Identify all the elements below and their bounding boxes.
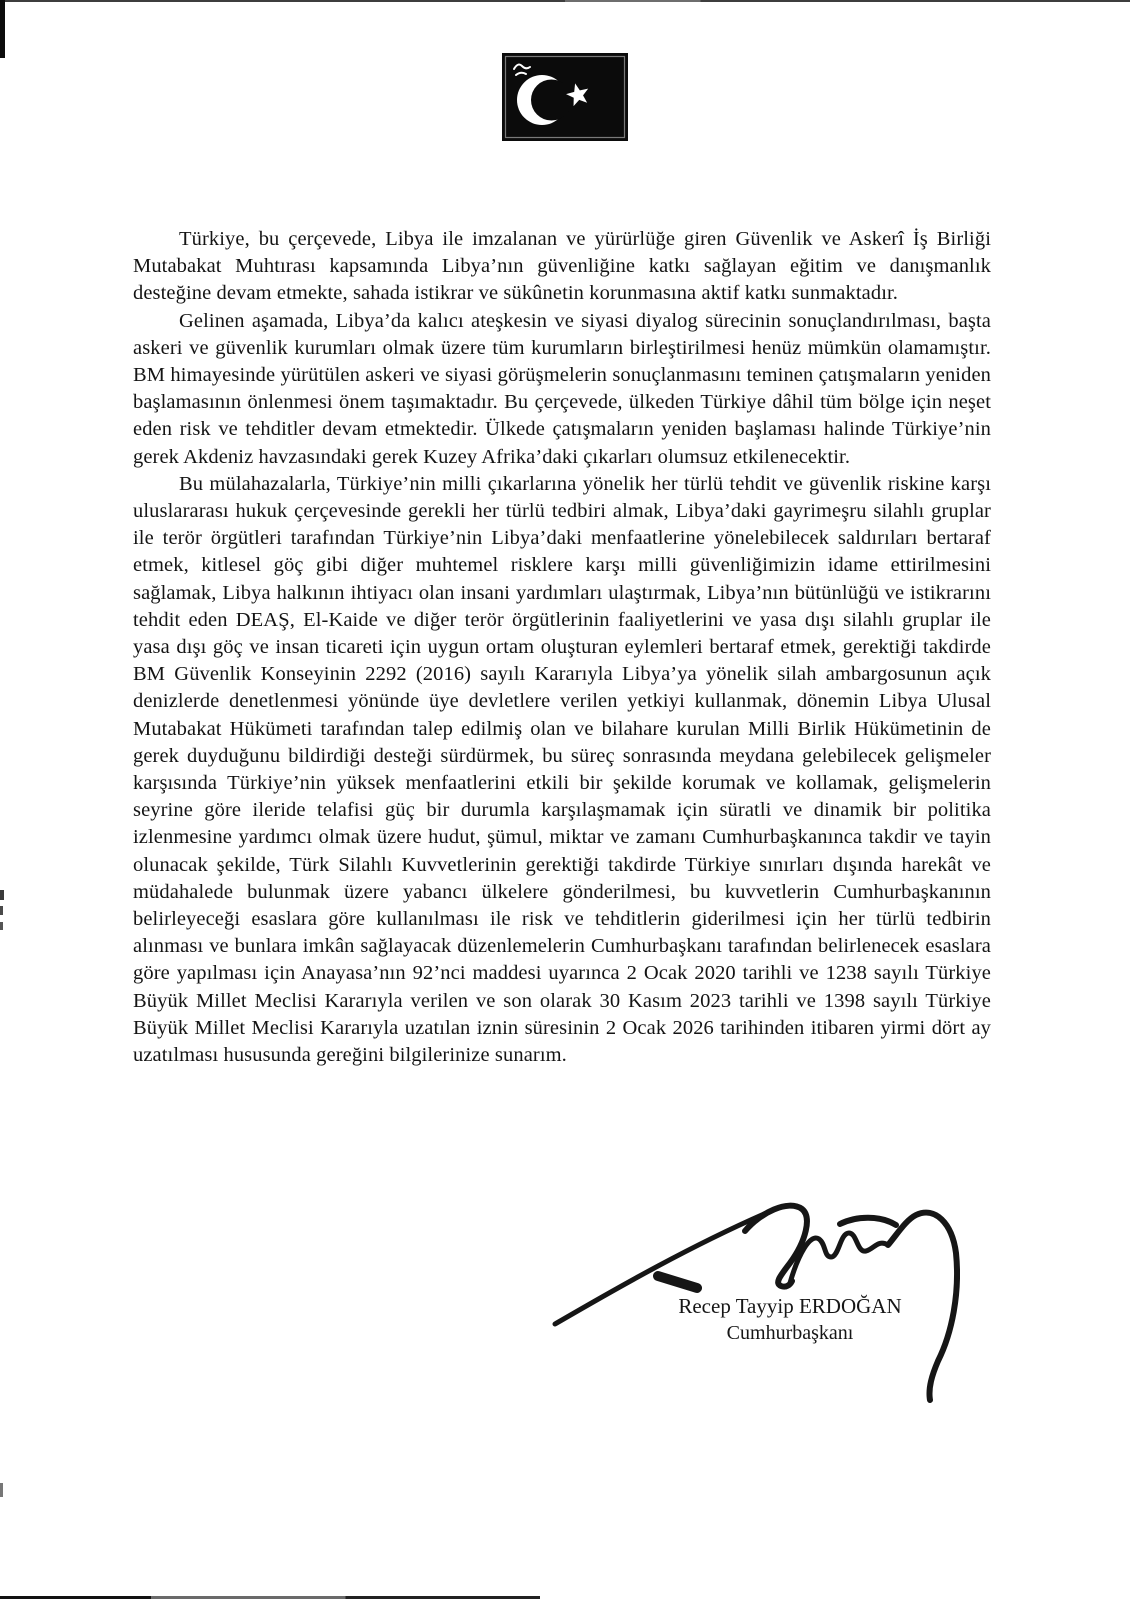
scan-top-edge-artifact (0, 0, 1130, 2)
scan-bottom-edge-artifact (0, 1596, 540, 1599)
signer-title: Cumhurbaşkanı (726, 1322, 854, 1344)
signer-block (595, 1293, 985, 1347)
binding-mark (0, 922, 3, 930)
paragraph-3: Bu mülahazalarla, Türkiye’nin milli çıkarlarına yönelik her türlü tehdit ve güvenlik riskine karşı uluslararası hukuk çerçevesinde gerekli her türlü tedbiri almak, Libya’daki gayrimeşru silahlı gruplar ile terör örgütleri tarafından Türkiye’nin Libya’daki menfaatlerine yönelebilecek saldırıları bertaraf etmek, kitlesel göç gibi diğer muhtemel risklere karşı milli güvenliğimizin idame ettirilmesini sağlamak, Libya halkının ihtiyacı olan insani yardımları ulaştırmak, Libya’nın bütünlüğü ve istikrarını tehdit eden DEAŞ, El-Kaide ve diğer terör örgütlerinin faaliyetlerini ve yasa dışı silahlı gruplar ile yasa dışı göç ve insan ticareti için uygun ortam oluşturan eylemleri bertaraf etmek, gerektiği takdirde BM Güvenlik Konseyinin 2292 (2016) sayılı Kararıyla Libya’ya yönelik silah ambargosunun açık denizlerde denetlenmesi yönünde üye devletlere verilen yetkiyi kullanmak, dönemin Libya Ulusal Mutabakat Hükümeti tarafından talep edilmiş olan ve bilahare kurulan Milli Birlik Hükümetinin de gerek duyduğunu bildirdiği desteği sürdürmek, bu süreç sonrasında meydana gelebilecek gelişmeler karşısında Türkiye’nin yüksek menfaatlerini etkili bir şekilde korumak ve kollamak, gelişmelerin seyrine göre ileride telafisi güç bir durumla karşılaşmamak için süratli ve dinamik bir politika izlenmesine yardımcı olmak üzere hudut, şümul, miktar ve zamanı Cumhurbaşkanınca takdir ve tayin olunacak şekilde, Türk Silahlı Kuvvetlerinin gerektiği takdirde Türkiye sınırları dışında harekât ve müdahalede bulunmak üzere yabancı ülkelere gönderilmesi, bu kuvvetlerin Cumhurbaşkanının belirleyeceği esaslara göre kullanılması ile risk ve tehditlerin giderilmesi için her türlü tedbirin alınması ve bunlara imkân sağlayacak düzenlemelerin Cumhurbaşkanı tarafından belirlenecek esaslara göre yapılması için Anayasa’nın 92’nci maddesi uyarınca 2 Ocak 2020 tarihli ve 1238 sayılı Türkiye Büyük Millet Meclisi Kararıyla verilen ve son olarak 30 Kasım 2023 tarihli ve 1398 sayılı Türkiye Büyük Millet Meclisi Kararıyla uzatılan iznin süresinin 2 Ocak 2026 tarihinden itibaren yirmi dört ay uzatılması hususunda gereğini bilgilerinize sunarım. (133, 472, 991, 1067)
turkish-flag-emblem (502, 53, 628, 141)
signer-name: Recep Tayyip ERDOĞAN (678, 1294, 902, 1318)
binding-mark (0, 906, 3, 915)
paragraph-1: Türkiye, bu çerçevede, Libya ile imzalanan ve yürürlüğe giren Güvenlik ve Askerî İş Birliği Mutabakat Muhtırası kapsamında Libya’nın güvenliğine katkı sağlayan eğitim ve danışmanlık desteğine devam etmekte, sahada istikrar ve sükûnetin korunmasına aktif katkı sunmaktadır. (133, 228, 991, 305)
scan-left-edge-artifact (0, 0, 5, 58)
crescent-star-icon (502, 53, 628, 141)
paragraph-2: Gelinen aşamada, Libya’da kalıcı ateşkesin ve siyasi diyalog sürecinin sonuçlandırılması, başta askeri ve güvenlik kurumları olmak üzere tüm kurumların birleştirilmesi henüz mümkün olamamıştır. BM himayesinde yürütülen askeri ve siyasi görüşmelerin sonuçlanmasını teminen çatışmaların yeniden başlamasının önlenmesi önem taşımaktadır. Bu çerçevede, ülkeden Türkiye dâhil tüm bölge için neşet eden risk ve tehditler devam etmektedir. Ülkede çatışmaların yeniden başlaması halinde Türkiye’nin gerek Akdeniz havzasındaki gerek Kuzey Afrika’daki çıkarları olumsuz etkilenecektir. (133, 309, 991, 468)
binding-mark (0, 1483, 3, 1497)
letter-body (133, 226, 991, 1069)
binding-mark (0, 890, 4, 900)
